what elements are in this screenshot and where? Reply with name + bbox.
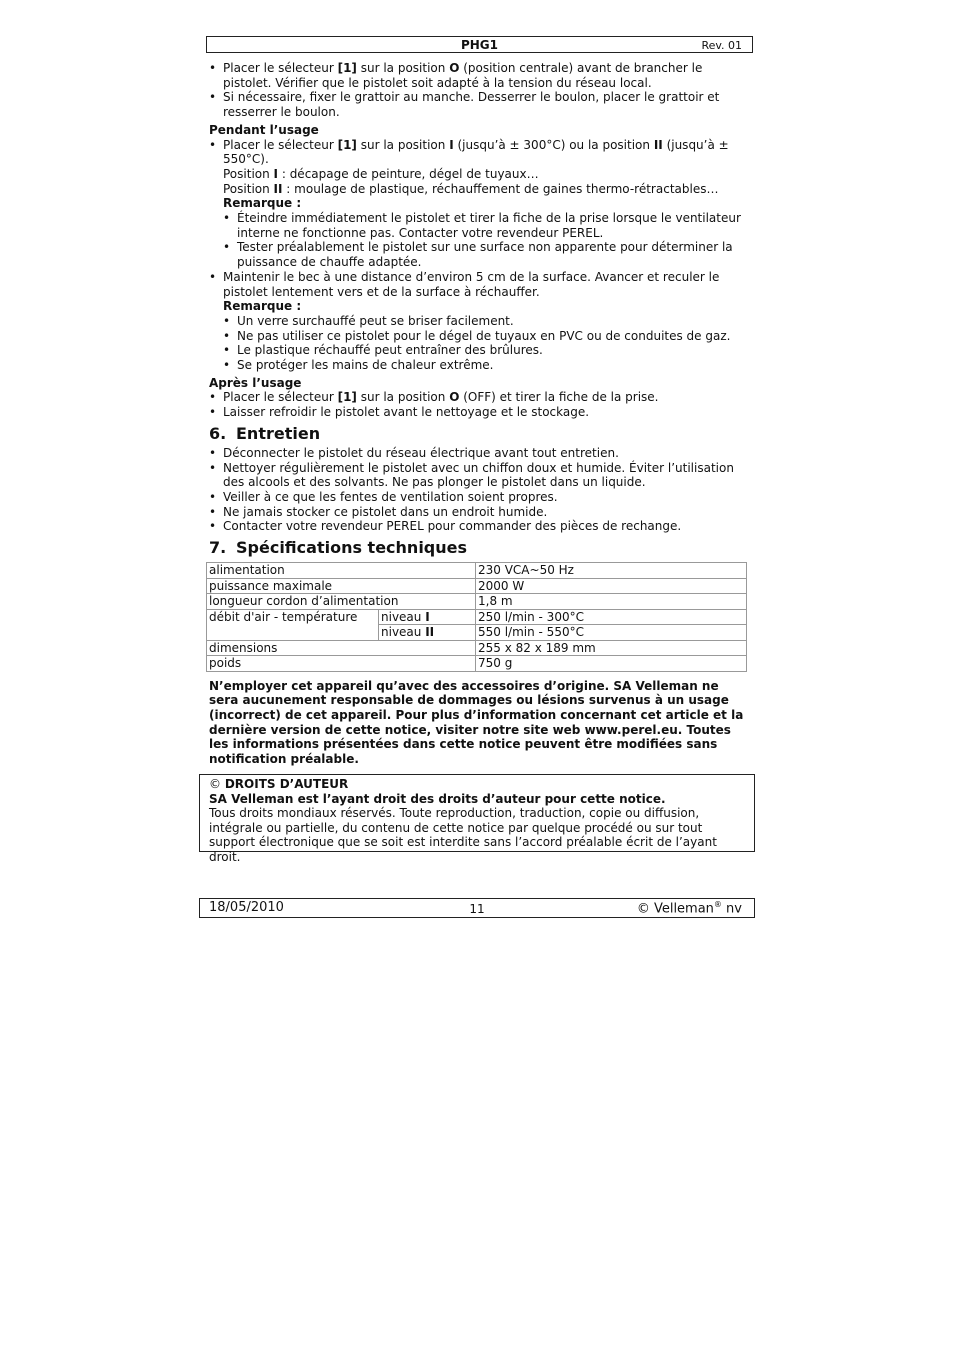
during-list (209, 138, 749, 167)
section-heading-maintenance: 6. Entretien (209, 423, 321, 443)
header-title: PHG1 (460, 38, 499, 52)
copyright-body: Tous droits mondiaux réservés. Toute reproduction, traduction, copie ou diffusion, intégrale ou partielle, du contenu de cette notice par quelque procédé ou sur tout support électronique que se soit est interdite sans l’accord préalable écrit de l’ayant droit. (209, 806, 717, 864)
list-item: • Se protéger les mains de chaleur extrême. (223, 358, 749, 373)
list-item: • Placer le sélecteur [1] sur la position I (jusqu’à ± 300°C) ou la position II (jusqu’à ± 550°C). (209, 138, 749, 167)
table-row: alimentation 230 VCA~50 Hz (207, 563, 747, 579)
list-item: • Déconnecter le pistolet du réseau électrique avant tout entretien. (209, 446, 749, 461)
remarks-list-2 (209, 314, 749, 373)
list-item: • Maintenir le bec à une distance d’environ 5 cm de la surface. Avancer et reculer le pistolet lentement vers et de la surface à réchauffer. (209, 270, 749, 299)
notice-paragraph: N’employer cet appareil qu’avec des accessoires d’origine. SA Velleman ne sera aucunement responsable de dommages ou lésions survenus à un usage (incorrect) de cet appareil. Pour plus d’information concernant cet article et la dernière version de cette notice, visiter notre site web www.perel.eu. Toutes les informations présentées dans cette notice peuvent être modifiées sans notification préalable. (209, 678, 744, 767)
footer-date: 18/05/2010 (209, 900, 284, 915)
table-row: poids 750 g (207, 656, 747, 672)
position-two: Position II : moulage de plastique, réchauffement de gaines thermo-rétractables… (223, 181, 719, 196)
table-row: longueur cordon d’alimentation 1,8 m (207, 594, 747, 610)
page-footer (199, 898, 755, 918)
remarks-list-1 (209, 211, 749, 270)
list-item: • Éteindre immédiatement le pistolet et tirer la fiche de la prise lorsque le ventilateur interne ne fonctionne pas. Contacter votre revendeur PEREL. (223, 211, 749, 240)
list-item: • Laisser refroidir le pistolet avant le nettoyage et le stockage. (209, 405, 749, 420)
table-row: niveau II 550 l/min - 550°C (207, 625, 747, 641)
section-heading-specs: 7. Spécifications techniques (209, 538, 468, 558)
remark-label-2: Remarque : (223, 299, 302, 314)
during-list-2 (209, 270, 749, 299)
list-item: • Ne jamais stocker ce pistolet dans un endroit humide. (209, 505, 749, 520)
table-row: dimensions 255 x 82 x 189 mm (207, 640, 747, 656)
maintenance-list (209, 446, 749, 534)
remark-label: Remarque : (223, 196, 302, 211)
list-item: • Placer le sélecteur [1] sur la position O (OFF) et tirer la fiche de la prise. (209, 390, 749, 405)
header-revision: Rev. 01 (701, 39, 742, 52)
table-row: puissance maximale 2000 W (207, 578, 747, 594)
list-item: • Nettoyer régulièrement le pistolet avec un chiffon doux et humide. Éviter l’utilisation des alcools et des solvants. Ne pas plonger le pistolet dans un liquide. (209, 461, 749, 490)
page-number: 11 (469, 902, 485, 916)
list-item: • Veiller à ce que les fentes de ventilation soient propres. (209, 490, 749, 505)
list-item: • Ne pas utiliser ce pistolet pour le dégel de tuyaux en PVC ou de conduites de gaz. (223, 329, 749, 344)
copyright-heading: © DROITS D’AUTEUR (209, 777, 349, 791)
subheading-during: Pendant l’usage (209, 122, 319, 137)
page-header (206, 36, 753, 53)
copyright-box (199, 774, 755, 864)
list-item: • Un verre surchauffé peut se briser facilement. (223, 314, 749, 329)
copyright-owner: SA Velleman est l’ayant droit des droits d’auteur pour cette notice. (209, 791, 666, 806)
list-item: • Placer le sélecteur [1] sur la position O (position centrale) avant de brancher le pistolet. Vérifier que le pistolet soit adapté à la tension du réseau local. (209, 61, 749, 90)
list-item: • Contacter votre revendeur PEREL pour commander des pièces de rechange. (209, 519, 749, 534)
subheading-after: Après l’usage (209, 375, 302, 390)
position-one: Position I : décapage de peinture, dégel de tuyaux… (223, 166, 539, 181)
after-list (209, 390, 749, 419)
intro-list (209, 61, 749, 120)
list-item: • Si nécessaire, fixer le grattoir au manche. Desserrer le boulon, placer le grattoir et resserrer le boulon. (209, 90, 749, 119)
page-content (209, 61, 749, 767)
table-row: débit d'air - température niveau I 250 l/min - 300°C (207, 609, 747, 625)
specs-table (206, 562, 747, 672)
list-item: • Tester préalablement le pistolet sur une surface non apparente pour déterminer la puissance de chauffe adaptée. (223, 240, 749, 269)
list-item: • Le plastique réchauffé peut entraîner des brûlures. (223, 343, 749, 358)
footer-brand: © Velleman® nv (636, 900, 742, 917)
